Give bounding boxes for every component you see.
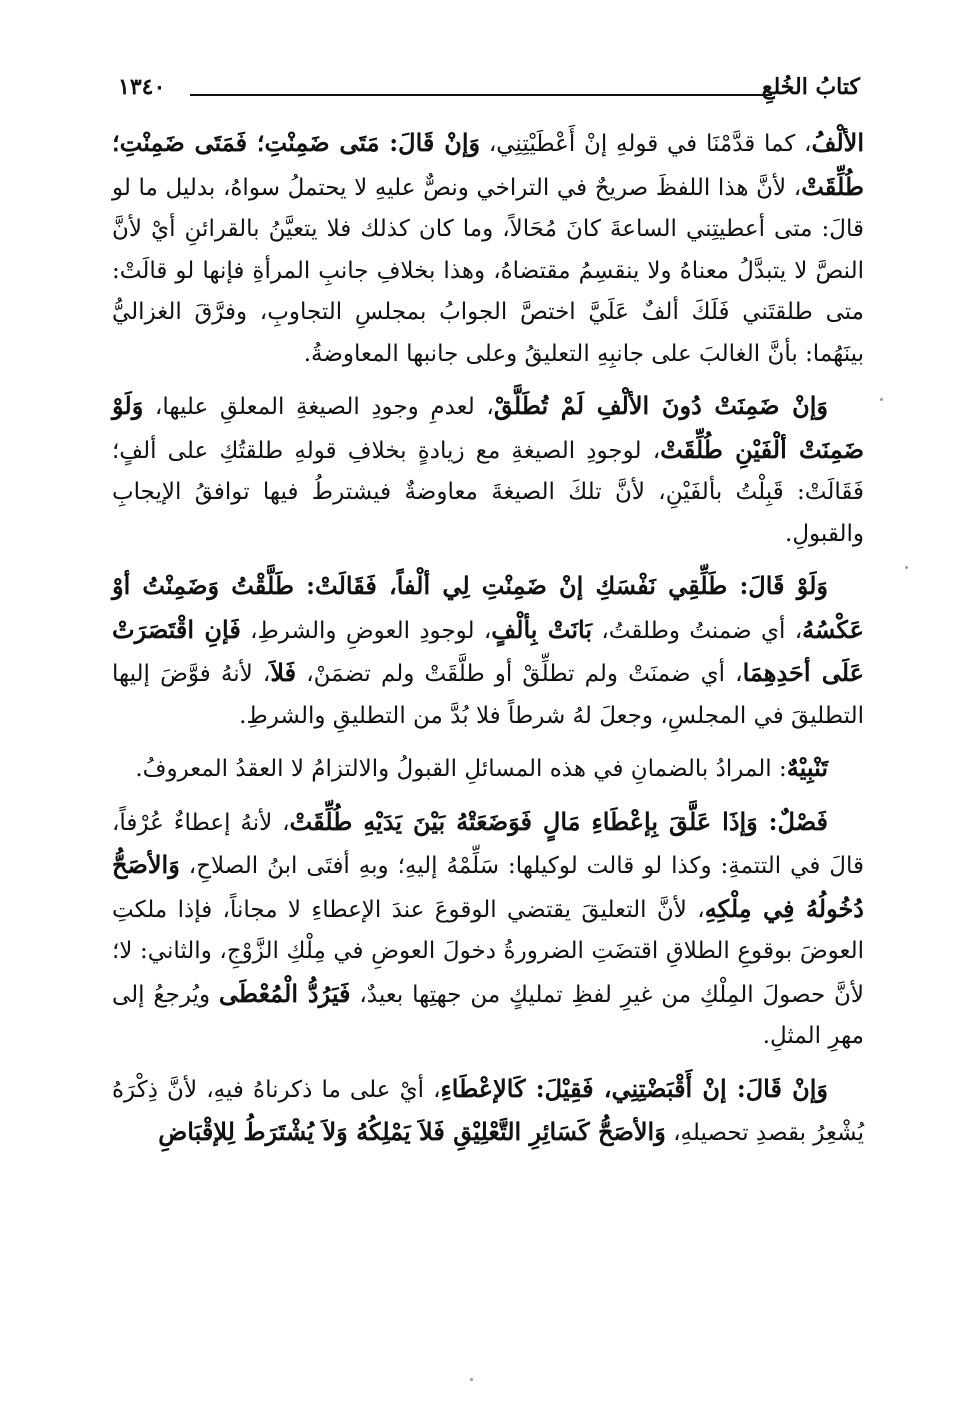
- matn-text: الألْفُ: [811, 128, 864, 157]
- matn-text: وَإنْ ضَمِنَتْ دُونَ الألْفِ لَمْ تُطَلَّقْ: [493, 391, 829, 420]
- commentary-text: ، أي ضمنتُ وطلقتُ،: [592, 617, 803, 644]
- page-body: [112, 122, 864, 1165]
- matn-text: فَلاَ: [270, 658, 297, 687]
- commentary-text: ، لأنَّ هذا اللفظَ صريحٌ في التراخي ونصٌّ عليهِ لا يحتملُ سواهُ، بدليل ما لو قالَ: متى أعطيتِني الساعةَ كانَ مُحَالاً، وما كان كذلك فلا يتعيَّنُ بالقرائنِ أيْ لأنَّ النصَّ لا يتبدَّلُ معناهُ ولا ينقسِمُ مقتضاهُ، وهذا بخلافِ جانبِ المرأةِ فإنها لو قالَتْ: متى طلقتَني فَلَكَ ألفٌ عَلَيَّ اختصَّ الجوابُ بمجلسِ التجاوبِ، وفرَّقَ الغزاليُّ بينَهُما: بأنَّ الغالبَ على جانبِهِ التعليقُ وعلى جانبها المعاوضةُ.: [112, 174, 864, 367]
- matn-text: فَإنِ اقْتَصَرَتْ عَلَى أحَدِهِمَا: [112, 614, 865, 687]
- matn-text: وَإنْ قَالَ: إنْ أَقْبَضْتِنِي، فَقِيْلَ: كَالإعْطَاءِ: [440, 1073, 828, 1103]
- paragraph: [112, 385, 864, 555]
- matn-text: وَلَوْ ضَمِنَتْ ألْفَيْنِ طُلِّقَتْ: [112, 391, 865, 464]
- commentary-text: ، لأنَّ التعليقَ يقتضي الوقوعَ عندَ الإعطاءِ لا مجاناً، فإذا ملكتِ العوضَ بوقوعِ الطلاقِ اقتضَتِ الضرورةُ دخولَ العوضِ في مِلْكِ الزَّوْجِ، والثاني: لا؛ لأنَّ حصولَ المِلْكِ من غيرِ لفظِ تمليكٍ من جهتِها بعيدٌ،: [112, 896, 865, 1008]
- commentary-text: ، لعدمِ وجودِ الصيغةِ المعلقِ عليها،: [143, 394, 494, 420]
- commentary-text: ، لأنهُ فوَّضَ إليها التطليقَ في المجلسِ، وجعلَ لهُ شرطاً فلا بُدَّ من التطليقِ والشرطِ.: [112, 661, 864, 729]
- commentary-text: : المرادُ بالضمانِ في هذه المسائلِ القبولُ والالتزامُ لا العقدُ المعروفُ.: [135, 756, 787, 782]
- matn-text: وَلَوْ قَالَ: طَلِّقِي نَفْسَكِ إنْ ضَمِنْتِ لِي ألْفاً، فَقَالَتْ: طَلَّقْتُ وَضَمِنْتُ أوْ عَكْسُهُ: [112, 571, 864, 644]
- matn-text: فَصْلٌ: وَإذَا عَلَّقَ بِإعْطَاءِ مَالٍ فَوَضَعَتْهُ بَيْنَ يَدَيْهِ طُلِّقَتْ: [289, 806, 829, 836]
- commentary-text: ، لأنهُ إعطاءٌ عُرْفاً، قالَ في التتمةِ: وكذا لو قالت لوكيلها: سَلِّمْهُ إليهِ؛ وبهِ أفتَى ابنُ الصلاحِ،: [112, 809, 864, 879]
- scan-speck: [470, 1378, 473, 1381]
- matn-text: وَالأصَحُّ دُخُولُهُ فِي مِلْكِهِ: [112, 850, 864, 923]
- matn-text: وَالأصَحُّ كَسَائِرِ التَّعْلِيْقِ فَلاَ يَمْلِكُهُ وَلاَ يُشْتَرَطُ لِلإقْبَاضِ: [158, 1117, 666, 1146]
- page-number: ١٣٤٠: [118, 74, 166, 100]
- paragraph: [112, 747, 864, 791]
- matn-text: وَإنْ قَالَ: مَتَى ضَمِنْتِ؛ فَمَتَى ضَمِنْتِ؛ طُلِّقَتْ: [112, 128, 864, 201]
- header-rule: [190, 94, 772, 96]
- commentary-text: ، أيْ على ما ذكرناهُ فيهِ، لأنَّ ذِكْرَهُ يُشْعِرُ بقصدِ تحصيلهِ،: [112, 1076, 864, 1146]
- commentary-text: ، كما قدَّمْنَا في قولهِ إنْ أَعْطَيْتِنِي،: [480, 131, 812, 157]
- paragraph: [112, 1068, 864, 1155]
- scan-speck: [905, 566, 908, 569]
- matn-text: تَنْبِيْهٌ: [786, 753, 828, 782]
- paragraph: [112, 122, 864, 375]
- matn-text: بَانَتْ بِألْفٍ: [491, 614, 593, 644]
- scan-speck: [880, 398, 883, 401]
- paragraph: [112, 801, 864, 1058]
- running-title: كتابُ الخُلعِ: [761, 74, 860, 100]
- page-header: [118, 72, 860, 106]
- matn-text: فَيَرُدُّ الْمُعْطَى: [218, 978, 351, 1008]
- commentary-text: ويُرجعُ إلى مهرِ المثلِ.: [112, 981, 864, 1049]
- commentary-text: ، أي ضمنَتْ ولم تطلِّقْ أو طلَّقَتْ ولم تضمَنْ،: [296, 661, 743, 687]
- commentary-text: ، لوجودِ العوضِ والشرطِ،: [240, 617, 492, 644]
- commentary-text: ، لوجودِ الصيغةِ مع زيادةٍ بخلافِ قولهِ طلقتُكِ على ألفٍ؛ فَقَالَتْ: قَبِلْتُ بألفَيْنِ، لأنَّ تلكَ الصيغةَ معاوضةٌ فيشترطُ فيها توافقُ الإيجابِ والقبولِ.: [112, 437, 864, 547]
- paragraph: [112, 565, 864, 737]
